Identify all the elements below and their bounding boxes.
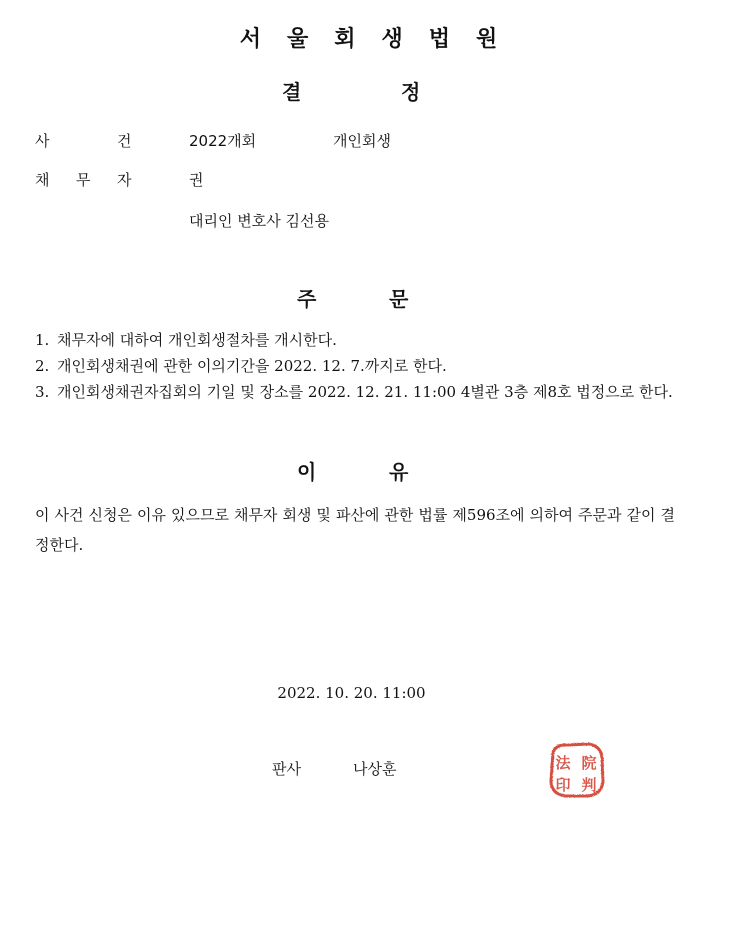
court-name-char: 회 xyxy=(334,27,356,52)
court-name-char: 생 xyxy=(381,27,403,52)
court-name-char: 서 xyxy=(239,27,261,52)
decision-datetime: 2022. 10. 20. 11:00 xyxy=(277,684,426,702)
seal-char: 院 xyxy=(581,754,597,772)
court-name-char: 원 xyxy=(476,27,498,52)
debtor-label-char: 무 xyxy=(76,171,91,189)
court-name-char: 울 xyxy=(286,27,309,52)
order-list xyxy=(35,327,685,405)
reason-text: 이 사건 신청은 이유 있으므로 채무자 회생 및 파산에 관한 법률 제596조에 의하여 주문과 같이 결정한다. xyxy=(35,506,675,554)
list-item-number: 3. xyxy=(35,383,50,401)
court-seal-stamp xyxy=(545,738,609,802)
order-heading-right: 문 xyxy=(389,287,409,311)
debtor-agent: 대리인 변호사 김선용 xyxy=(189,212,329,230)
doc-title-left: 결 xyxy=(282,80,302,104)
reason-heading-left: 이 xyxy=(297,460,317,484)
seal-char: 印 xyxy=(555,776,571,794)
debtor-name: 권 xyxy=(189,171,204,189)
court-name-char: 법 xyxy=(428,27,451,52)
case-number: 2022개회 xyxy=(189,132,257,150)
list-item xyxy=(35,327,685,353)
list-item-number: 2. xyxy=(35,357,50,375)
reason-heading-right: 유 xyxy=(389,460,409,484)
judge-name: 나상훈 xyxy=(353,760,397,778)
list-item-text: 채무자에 대하여 개인회생절차를 개시한다. xyxy=(57,331,337,349)
court-name xyxy=(0,22,737,53)
seal-char: 判 xyxy=(581,776,597,794)
list-item-number: 1. xyxy=(35,331,50,349)
seal-char: 法 xyxy=(555,754,571,772)
list-item xyxy=(35,353,685,379)
list-item-text: 개인회생채권자집회의 기일 및 장소를 2022. 12. 21. 11:00 4별관 3층 제8호 법정으로 한다. xyxy=(57,383,673,401)
order-heading-left: 주 xyxy=(297,287,317,311)
debtor-label-char: 채 xyxy=(35,171,50,189)
list-item-text: 개인회생채권에 관한 이의기간을 2022. 12. 7.까지로 한다. xyxy=(57,357,447,375)
case-label-left: 사 xyxy=(35,132,50,150)
list-item xyxy=(35,379,685,405)
debtor-label-char: 자 xyxy=(117,171,132,189)
case-label-right: 건 xyxy=(117,132,132,150)
seal-icon xyxy=(545,738,609,802)
case-name: 개인회생 xyxy=(333,132,391,150)
judge-title: 판사 xyxy=(272,760,301,778)
doc-title-right: 정 xyxy=(401,80,421,104)
